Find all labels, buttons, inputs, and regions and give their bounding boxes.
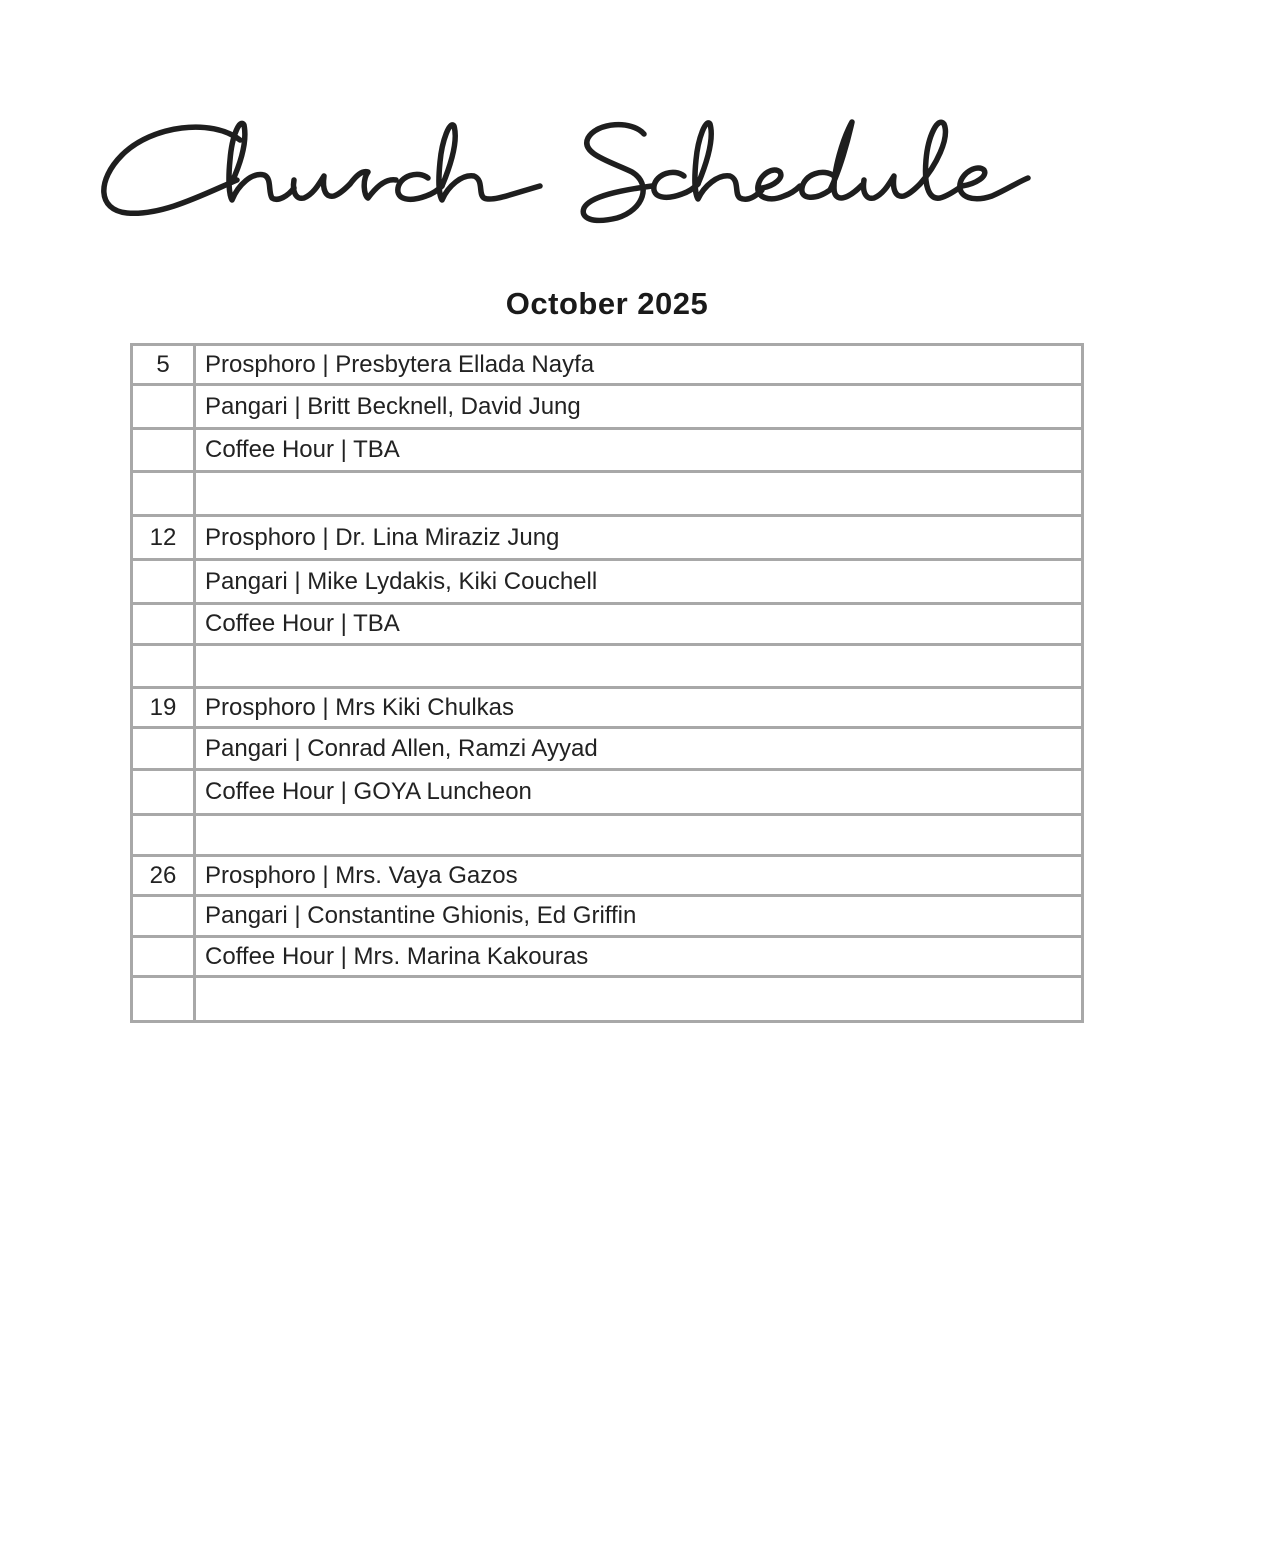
date-cell: 26 (132, 856, 195, 896)
table-row (132, 937, 1083, 977)
entry-cell: Prosphoro | Mrs Kiki Chulkas (195, 688, 1083, 728)
entry-cell: Coffee Hour | TBA (195, 429, 1083, 472)
entry-cell: Pangari | Mike Lydakis, Kiki Couchell (195, 560, 1083, 604)
date-cell (132, 645, 195, 688)
table-row (132, 560, 1083, 604)
table-row (132, 977, 1083, 1022)
entry-cell (195, 815, 1083, 856)
month-heading: October 2025 (505, 286, 709, 321)
table-row (132, 770, 1083, 815)
entry-cell: Coffee Hour | Mrs. Marina Kakouras (195, 937, 1083, 977)
date-cell: 19 (132, 688, 195, 728)
date-cell (132, 385, 195, 429)
table-row (132, 688, 1083, 728)
entry-cell: Pangari | Britt Becknell, David Jung (195, 385, 1083, 429)
date-cell (132, 472, 195, 516)
entry-cell: Coffee Hour | TBA (195, 604, 1083, 645)
table-row (132, 385, 1083, 429)
date-cell (132, 604, 195, 645)
entry-cell: Pangari | Conrad Allen, Ramzi Ayyad (195, 728, 1083, 770)
entry-cell (195, 645, 1083, 688)
entry-cell (195, 977, 1083, 1022)
table-row (132, 472, 1083, 516)
table-row (132, 516, 1083, 560)
date-cell (132, 728, 195, 770)
schedule-table (130, 343, 1084, 1023)
date-cell (132, 937, 195, 977)
table-row (132, 345, 1083, 385)
date-cell (132, 896, 195, 937)
entry-cell: Prosphoro | Mrs. Vaya Gazos (195, 856, 1083, 896)
page-title (92, 100, 1122, 240)
date-cell (132, 770, 195, 815)
table-row (132, 896, 1083, 937)
entry-cell: Prosphoro | Dr. Lina Miraziz Jung (195, 516, 1083, 560)
date-cell (132, 560, 195, 604)
script-title-lettering (92, 100, 1122, 240)
table-row (132, 815, 1083, 856)
table-row (132, 856, 1083, 896)
table-row (132, 645, 1083, 688)
entry-cell (195, 472, 1083, 516)
entry-cell: Pangari | Constantine Ghionis, Ed Griffin (195, 896, 1083, 937)
table-row (132, 604, 1083, 645)
date-cell: 12 (132, 516, 195, 560)
entry-cell: Prosphoro | Presbytera Ellada Nayfa (195, 345, 1083, 385)
date-cell: 5 (132, 345, 195, 385)
entry-cell: Coffee Hour | GOYA Luncheon (195, 770, 1083, 815)
table-row (132, 429, 1083, 472)
date-cell (132, 815, 195, 856)
date-cell (132, 977, 195, 1022)
date-cell (132, 429, 195, 472)
table-row (132, 728, 1083, 770)
